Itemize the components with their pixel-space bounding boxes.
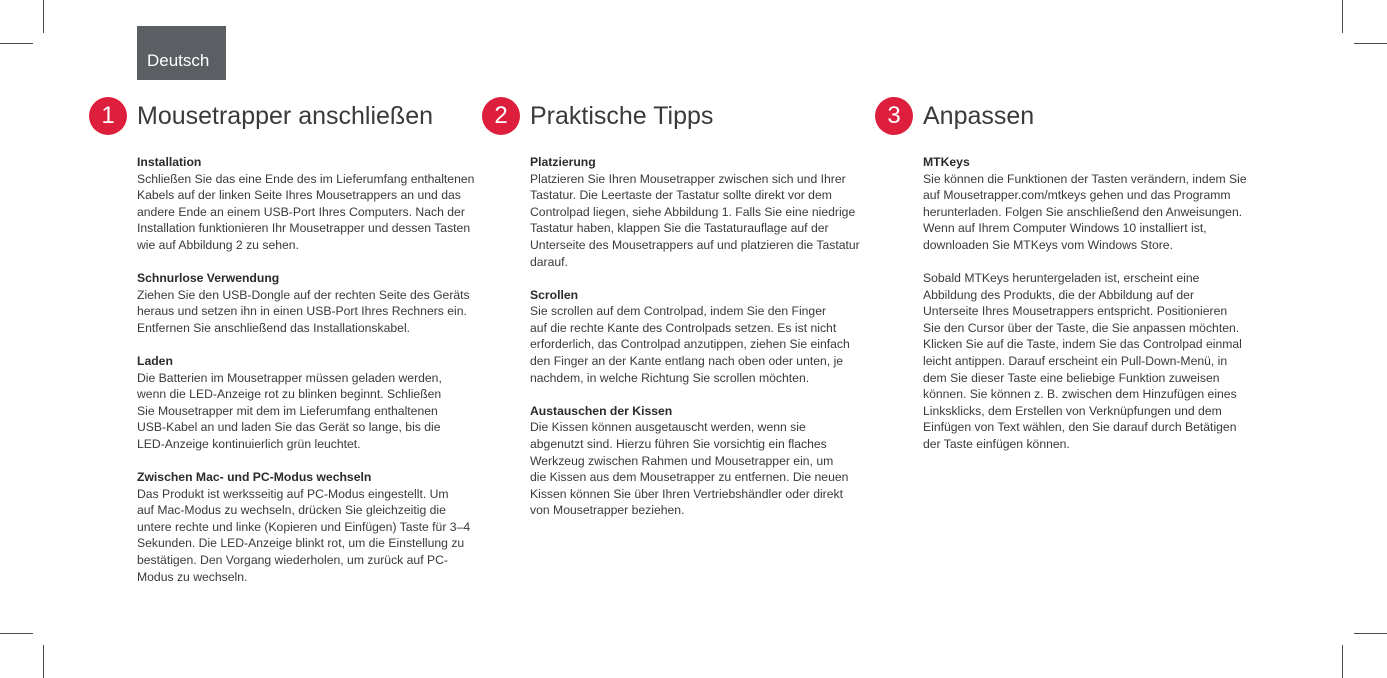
text-section	[530, 403, 890, 519]
text-line: können. Sie können z. B. zwischen dem Hinzufügen eines	[923, 387, 1237, 402]
section-paragraph	[530, 171, 890, 271]
crop-mark	[0, 43, 33, 44]
text-line: Abbildung des Produkts, die der Abbildung auf der	[923, 287, 1195, 302]
text-line: Die Kissen können ausgetauscht werden, wenn sie	[530, 420, 806, 435]
text-line: dem Sie dieser Taste eine beliebige Funktion zuweisen	[923, 370, 1220, 385]
text-line: auf die rechte Kante des Controlpads setzen. Es ist nicht	[530, 320, 837, 335]
text-line: Installation funktionieren Ihr Mousetrapper und dessen Tasten	[137, 221, 471, 236]
text-line: Sie Mousetrapper mit dem im Lieferumfang enthaltenen	[137, 403, 438, 418]
text-line: erforderlich, das Controlpad anzutippen, ziehen Sie einfach	[530, 337, 850, 352]
text-line: USB-Kabel an und laden Sie das Gerät so lange, bis die	[137, 420, 441, 435]
crop-mark	[1354, 43, 1387, 44]
text-line: Platzieren Sie Ihren Mousetrapper zwischen sich und Ihrer	[530, 171, 846, 186]
text-line: Klicken Sie auf die Taste, indem Sie das Controlpad einmal	[923, 337, 1242, 352]
section-paragraph	[923, 270, 1283, 453]
text-line: Schließen Sie das eine Ende des im Lieferumfang enthaltenen	[137, 171, 475, 186]
section-heading: Zwischen Mac- und PC-Modus wechseln	[137, 470, 372, 484]
crop-mark	[43, 645, 44, 678]
column-header	[89, 96, 497, 136]
text-line: Einfügen von Text wählen, den Sie darauf durch Betätigen	[923, 420, 1237, 435]
language-tab	[137, 26, 226, 80]
text-line: bestätigen. Den Vorgang wiederholen, um zurück auf PC-	[137, 552, 448, 567]
text-section	[530, 154, 890, 270]
text-line: andere Ende an einem USB-Port Ihres Computers. Nach der	[137, 204, 465, 219]
text-line: wenn die LED-Anzeige rot zu blinken beginnt. Schließen	[137, 387, 442, 402]
column-title: Anpassen	[923, 101, 1035, 130]
step-number-badge: 3	[875, 97, 913, 135]
text-line: Tastatur haben, klappen Sie die Tastaturauflage auf der	[530, 221, 829, 236]
text-line: Unterseite des Mousetrappers auf und platzieren die Tastatur	[530, 237, 860, 252]
text-line: auf Mac-Modus zu wechseln, drücken Sie gleichzeitig die	[137, 503, 446, 518]
text-line: Wenn auf Ihrem Computer Windows 10 installiert ist,	[923, 221, 1207, 236]
column-header	[875, 96, 1283, 136]
text-line: Tastatur. Die Leertaste der Tastatur sollte direkt vor dem	[530, 188, 832, 203]
text-line: den Finger an der Kante entlang nach oben oder unten, je	[530, 354, 844, 369]
text-line: der Taste einfügen können.	[923, 437, 1070, 451]
text-section	[137, 353, 497, 453]
text-line: Sobald MTKeys heruntergeladen ist, erscheint eine	[923, 271, 1200, 286]
step-number-badge: 1	[89, 97, 127, 135]
section-heading: Platzierung	[530, 155, 596, 169]
section-paragraph	[137, 370, 497, 453]
text-section	[923, 154, 1283, 254]
text-line: auf Mousetrapper.com/mtkeys gehen und das Programm	[923, 188, 1231, 203]
step-number-badge: 2	[482, 97, 520, 135]
section-heading: Installation	[137, 155, 202, 169]
text-line: Die Batterien im Mousetrapper müssen geladen werden,	[137, 370, 442, 385]
crop-mark	[0, 633, 33, 634]
section-paragraph	[530, 419, 890, 519]
text-section	[530, 287, 890, 387]
text-line: Das Produkt ist werksseitig auf PC-Modus eingestellt. Um	[137, 486, 449, 501]
section-paragraph	[530, 303, 890, 386]
text-line: von Mousetrapper beziehen.	[530, 503, 685, 518]
text-line: Sekunden. Die LED-Anzeige blinkt rot, um die Einstellung zu	[137, 536, 465, 551]
text-line: nachdem, in welche Richtung Sie scrollen möchten.	[530, 370, 810, 385]
section-paragraph	[137, 486, 497, 586]
text-line: die Kissen aus dem Mousetrapper zu entfernen. Die neuen	[530, 470, 849, 485]
text-section	[137, 469, 497, 585]
text-line: Controlpad liegen, siehe Abbildung 1. Falls Sie eine niedrige	[530, 204, 856, 219]
column-header	[482, 96, 890, 136]
text-line: abgenutzt sind. Hierzu führen Sie vorsichtig ein flaches	[530, 436, 827, 451]
text-line: wie auf Abbildung 2 zu sehen.	[137, 237, 299, 252]
text-line: Sie den Cursor über der Taste, die Sie anpassen möchten.	[923, 320, 1240, 335]
column-title: Mousetrapper anschließen	[137, 101, 433, 130]
text-line: LED-Anzeige kontinuierlich grün leuchtet.	[137, 436, 361, 451]
column-connect	[89, 96, 497, 602]
section-heading: MTKeys	[923, 155, 970, 169]
text-line: Ziehen Sie den USB-Dongle auf der rechten Seite des Geräts	[137, 287, 470, 302]
column-body	[137, 154, 497, 585]
column-customize	[875, 96, 1283, 469]
crop-mark	[43, 0, 44, 33]
column-body	[923, 154, 1283, 453]
text-line: Kabels auf der linken Seite Ihres Mousetrappers an und das	[137, 188, 461, 203]
section-paragraph	[137, 287, 497, 337]
text-line: Sie scrollen auf dem Controlpad, indem Sie den Finger	[530, 304, 827, 319]
language-label: Deutsch	[147, 51, 210, 70]
text-line: untere rechte und linke (Kopieren und Einfügen) Taste für 3–4	[137, 519, 471, 534]
section-heading: Scrollen	[530, 287, 579, 302]
text-line: leicht antippen. Darauf erscheint ein Pull-Down-Menü, in	[923, 354, 1228, 369]
text-line: downloaden Sie MTKeys vom Windows Store.	[923, 237, 1173, 252]
section-paragraph	[923, 171, 1283, 254]
text-line: Linksklicks, dem Erstellen von Verknüpfungen und dem	[923, 403, 1222, 418]
text-line: Entfernen Sie anschließend das Installationskabel.	[137, 320, 411, 335]
crop-mark	[1354, 633, 1387, 634]
text-section	[137, 270, 497, 336]
text-line: Werkzeug zwischen Rahmen und Mousetrapper ein, um	[530, 453, 834, 468]
section-heading: Austauschen der Kissen	[530, 403, 673, 418]
column-title: Praktische Tipps	[530, 101, 714, 130]
crop-mark	[1342, 0, 1343, 33]
section-paragraph	[137, 171, 497, 254]
text-line: Modus zu wechseln.	[137, 569, 248, 584]
crop-mark	[1342, 645, 1343, 678]
column-body	[530, 154, 890, 519]
section-heading: Laden	[137, 353, 173, 368]
text-line: herunterladen. Folgen Sie anschließend den Anweisungen.	[923, 204, 1243, 219]
text-line: Sie können die Funktionen der Tasten verändern, indem Sie	[923, 171, 1247, 186]
text-line: darauf.	[530, 254, 568, 269]
text-line: Kissen können Sie über Ihren Vertriebshändler oder direkt	[530, 486, 844, 501]
text-section	[923, 270, 1283, 453]
text-line: Unterseite Ihres Mousetrappers entspricht. Positionieren	[923, 304, 1228, 319]
section-heading: Schnurlose Verwendung	[137, 271, 280, 286]
column-tips	[482, 96, 890, 535]
text-section	[137, 154, 497, 254]
text-line: heraus und setzen ihn in einen USB-Port Ihres Rechners ein.	[137, 304, 467, 319]
